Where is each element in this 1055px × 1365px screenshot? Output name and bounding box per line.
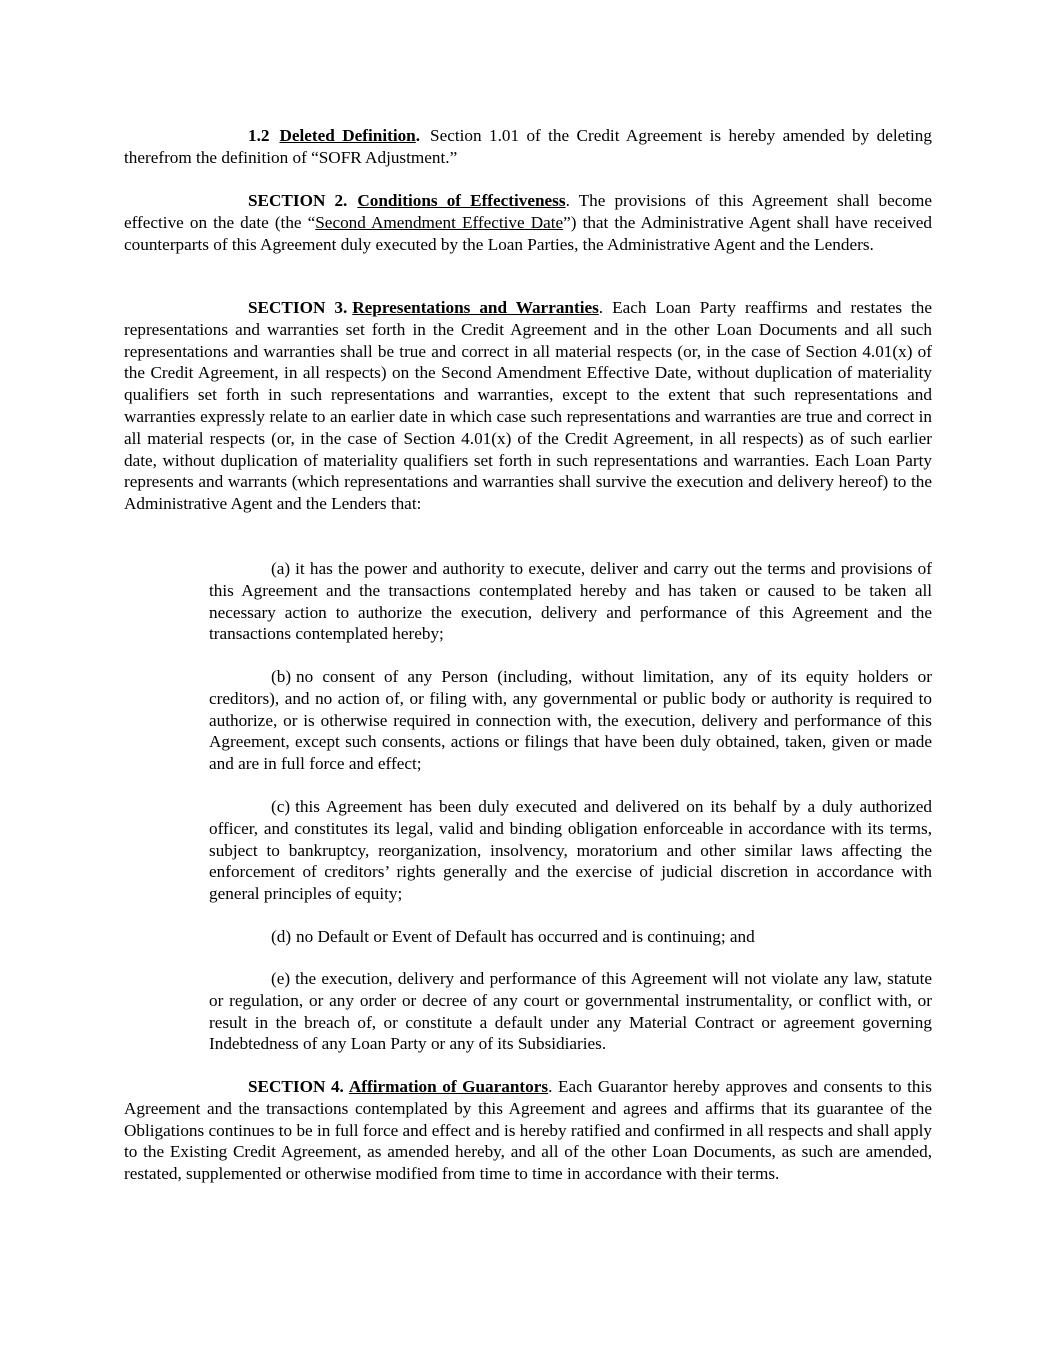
section-1-2-number: 1.2 — [248, 126, 270, 145]
clause-e — [209, 968, 932, 1055]
section-2-heading: Conditions of Effectiveness — [357, 191, 566, 210]
clause-e-label: (e) — [271, 969, 291, 988]
section-3-heading: Representations and Warranties — [352, 298, 599, 317]
section-2-text-before: . The provisions of this Agreement shall become effective on the date (the “ — [124, 191, 932, 232]
clause-c — [209, 796, 932, 905]
clause-a-label: (a) — [271, 559, 291, 578]
section-1-2 — [124, 125, 932, 169]
clause-d-label: (d) — [271, 927, 292, 946]
clause-b-label: (b) — [271, 667, 292, 686]
section-2-text-after: ”) that the Administrative Agent shall have received counterparts of this Agreement duly executed by the Loan Parties, the Administrative Agent and the Lenders. — [124, 212, 932, 254]
clause-d-text: no Default or Event of Default has occurred and is continuing; and — [296, 927, 755, 946]
section-3 — [124, 297, 932, 515]
clause-a-text: it has the power and authority to execute, deliver and carry out the terms and provisions of this Agreement and the transactions contemplated hereby and has taken or caused to be taken all necessary action to authorize the execution, delivery and performance of this Agreement and the transactions contemplated hereby; — [209, 559, 932, 644]
clause-b-text: no consent of any Person (including, without limitation, any of its equity holders or creditors), and no action of, or filing with, any governmental or public body or authority is required to authorize, or is otherwise required in connection with, the execution, delivery and performance of this Agreement, except such consents, actions or filings that have been duly obtained, taken, given or made and are in full force and effect; — [209, 667, 932, 774]
clause-c-text: this Agreement has been duly executed and delivered on its behalf by a duly authorized officer, and constitutes its legal, valid and binding obligation enforceable in accordance with its terms, subject to bankruptcy, reorganization, insolvency, moratorium and other similar laws affecting the enforcement of creditors’ rights generally and the exercise of judicial discretion in accordance with general principles of equity; — [209, 797, 932, 904]
clause-a — [209, 558, 932, 645]
section-1-2-text: Section 1.01 of the Credit Agreement is hereby amended by deleting therefrom the definition of “SOFR Adjustment.” — [124, 126, 932, 167]
clause-e-text: the execution, delivery and performance of this Agreement will not violate any law, statute or regulation, or any order or decree of any court or governmental instrumentality, or conflict with, or result in the breach of, or constitute a default under any Material Contract or agreement governing Indebtedness of any Loan Party or any of its Subsidiaries. — [209, 969, 932, 1054]
section-2 — [124, 190, 932, 255]
section-1-2-heading-period: . — [415, 126, 421, 145]
section-3-text: . Each Loan Party reaffirms and restates the representations and warranties set forth in the Credit Agreement and in the other Loan Documents and all such representations and warranties shall be true and correct in all material respects (or, in the case of Section 4.01(x) of the Credit Agreement, in all respects) on the Second Amendment Effective Date, without duplication of materiality qualifiers set forth in such representations and warranties, except to the extent that such representations and warranties expressly relate to an earlier date in which case such representations and warranties are true and correct in all material respects (or, in the case of Section 4.01(x) of the Credit Agreement, in all respects) as of such earlier date, without duplication of materiality qualifiers set forth in such representations and warranties. Each Loan Party represents and warrants (which representations and warranties shall survive the execution and delivery hereof) to the Administrative Agent and the Lenders that: — [124, 298, 932, 514]
clause-c-label: (c) — [271, 797, 291, 816]
section-3-number: SECTION 3. — [248, 298, 348, 317]
clause-b — [209, 666, 932, 775]
section-4-number: SECTION 4. — [248, 1077, 344, 1096]
clause-d — [209, 926, 932, 948]
section-4 — [124, 1076, 932, 1185]
section-1-2-heading: Deleted Definition — [279, 126, 416, 145]
section-4-text: . Each Guarantor hereby approves and consents to this Agreement and the transactions contemplated by this Agreement and agrees and affirms that its guarantee of the Obligations continues to be in full force and effect and is hereby ratified and confirmed in all respects and shall apply to the Existing Credit Agreement, as amended hereby, and all of the other Loan Documents, as such are amended, restated, supplemented or otherwise modified from time to time in accordance with their terms. — [124, 1077, 932, 1184]
section-2-number: SECTION 2. — [248, 191, 348, 210]
section-2-defined-term: Second Amendment Effective Date — [315, 212, 564, 232]
section-4-heading: Affirmation of Guarantors — [348, 1077, 549, 1096]
